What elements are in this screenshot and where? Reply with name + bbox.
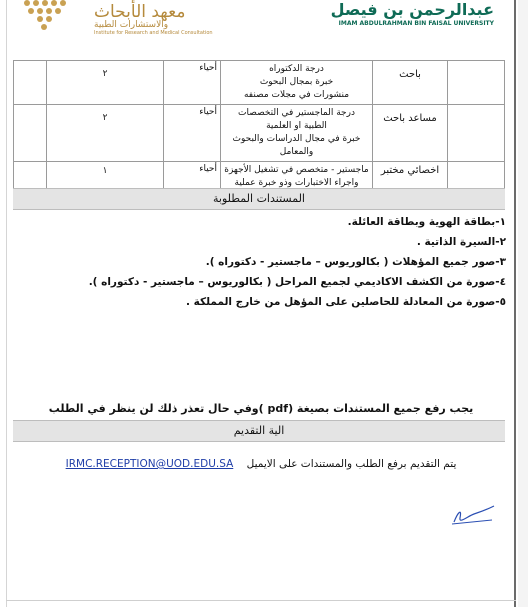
job-count: ٢ [47, 61, 164, 105]
job-title: اخصائي مختبر [373, 162, 448, 193]
job-blank-cell [14, 105, 47, 162]
job-extra-cell [448, 61, 505, 105]
institute-name-ar: معهد الأبحاث [94, 2, 186, 22]
institute-logo [24, 0, 234, 40]
application-email-link[interactable]: IRMC.RECEPTION@UOD.EDU.SA [65, 458, 234, 470]
footer-rule [6, 600, 516, 601]
institute-name-en: Institute for Research and Medical Consultation [94, 30, 213, 36]
qualification-line: خبرة بمجال البحوث [259, 77, 334, 87]
list-item: ١-بطاقة الهوية وبطاقة العائلة. [347, 216, 506, 228]
university-logo [330, 0, 520, 40]
job-specialty: أحياء [164, 105, 221, 162]
qualification-line: والمعامل [279, 147, 314, 157]
signature-icon [448, 498, 498, 528]
jobs-table [13, 60, 505, 193]
application-heading: الية التقديم [13, 420, 505, 442]
qualification-line: درجة الدكتوراه [269, 64, 324, 74]
university-name-en: IMAM ABDULRAHMAN BIN FAISAL UNIVERSITY [338, 20, 494, 27]
job-qualifications [221, 61, 373, 105]
letterhead [0, 0, 528, 44]
job-count: ١ [47, 162, 164, 193]
qualification-line: واجراء الاختبارات وذو خبرة عملية [234, 178, 359, 188]
documents-list [16, 212, 506, 312]
university-name-ar: عبدالرحمن بن فيصل [330, 0, 494, 19]
page-shadow [518, 0, 528, 607]
job-count: ٢ [47, 105, 164, 162]
institute-name-ar-sub: والاستشارات الطبية [94, 20, 169, 30]
list-item: ٣-صور جميع المؤهلات ( بكالوريوس – ماجستير - دكتوراه ). [205, 256, 506, 268]
job-specialty: أحياء [164, 61, 221, 105]
application-text: يتم التقديم برفع الطلب والمستندات على الايميل [246, 458, 457, 470]
qualification-line: منشورات في مجلات مصنفه [243, 90, 350, 100]
job-title: باحث [373, 61, 448, 105]
qualification-line: خبرة في مجال الدراسات والبحوث [232, 134, 361, 144]
table-row [14, 61, 505, 105]
table-row [14, 105, 505, 162]
documents-heading: المستندات المطلوبة [13, 188, 505, 210]
qualification-line: الطبية او العلمية [266, 121, 327, 131]
job-blank-cell [14, 61, 47, 105]
list-item: ٢-السيرة الذاتية . [416, 236, 506, 248]
list-item: ٥-صورة من المعادلة للحاصلين على المؤهل من خارج المملكة . [186, 296, 506, 308]
qualification-line: درجة الماجستير في التخصصات [238, 108, 355, 118]
pdf-requirement-note: يجب رفع جميع المستندات بصيغة (pdf )وفي حال تعذر ذلك لن ينظر في الطلب [48, 402, 474, 415]
job-qualifications [221, 105, 373, 162]
job-specialty: أحياء [164, 162, 221, 193]
application-instructions [16, 458, 506, 470]
job-title: مساعد باحث [373, 105, 448, 162]
job-extra-cell [448, 105, 505, 162]
list-item: ٤-صورة من الكشف الاكاديمي لجميع المراحل ( بكالوريوس – ماجستير - دكتوراه ). [88, 276, 506, 288]
qualification-line: ماجستير - متخصص في تشغيل الأجهزة [224, 165, 369, 175]
